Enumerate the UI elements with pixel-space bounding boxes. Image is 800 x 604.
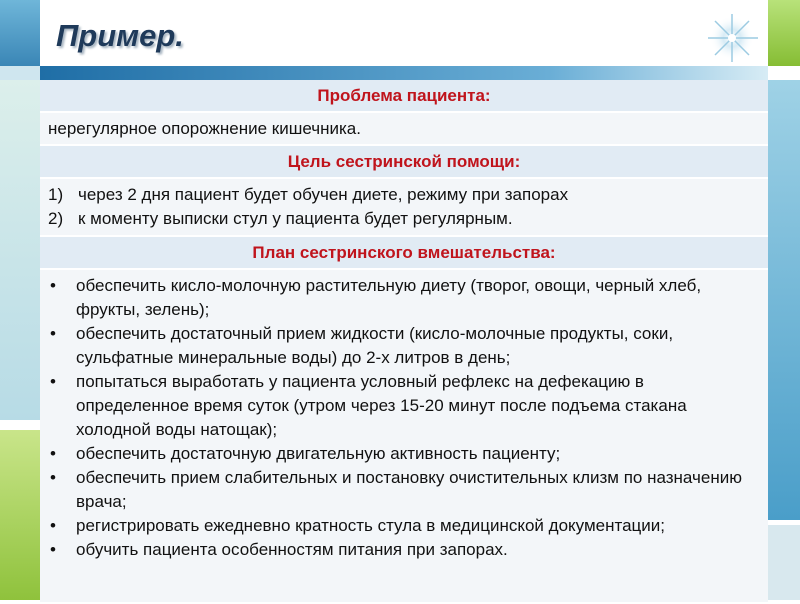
problem-header-row xyxy=(40,80,768,112)
plan-cell xyxy=(40,269,768,603)
plan-item-text: обеспечить достаточную двигательную активность пациенту; xyxy=(76,444,561,463)
goal-text: к моменту выписки стул у пациента будет регулярным. xyxy=(78,209,513,228)
left-side-panel xyxy=(0,80,40,420)
problem-row xyxy=(40,112,768,145)
list-item xyxy=(48,466,760,514)
plan-item-text: обеспечить достаточный прием жидкости (кисло-молочные продукты, соки, сульфатные минеральные воды) до 2-х литров в день; xyxy=(76,324,674,367)
side-tile xyxy=(0,66,40,80)
plan-item-text: обеспечить прием слабительных и постановку очистительных клизм по назначению врача; xyxy=(76,468,742,511)
plan-row xyxy=(40,269,768,603)
plan-header: План сестринского вмешательства: xyxy=(40,236,768,269)
care-plan-table xyxy=(40,80,768,604)
problem-header: Проблема пациента: xyxy=(40,80,768,112)
goals-list xyxy=(48,183,760,231)
plan-list xyxy=(48,274,760,562)
goal-number: 2) xyxy=(48,209,64,228)
bullet-icon: • xyxy=(50,372,56,391)
bullet-icon: • xyxy=(50,444,56,463)
slide-title: Пример. xyxy=(56,18,184,53)
goal-number: 1) xyxy=(48,185,64,204)
list-item xyxy=(48,538,760,562)
list-item xyxy=(48,274,760,322)
list-item xyxy=(48,370,760,442)
bullet-icon: • xyxy=(50,468,56,487)
right-side-panel xyxy=(768,80,800,520)
list-item xyxy=(48,442,760,466)
goal-header-row xyxy=(40,145,768,178)
bullet-icon: • xyxy=(50,324,56,343)
list-item xyxy=(48,183,760,207)
left-green-panel xyxy=(0,430,40,600)
corner-tile-top-right xyxy=(768,0,800,66)
problem-text: нерегулярное опорожнение кишечника. xyxy=(40,112,768,145)
list-item xyxy=(48,514,760,538)
plan-item-text: попытаться выработать у пациента условный рефлекс на дефекацию в определенное время суток (утром через 15-20 минут после подъема стакана холодной воды натощак); xyxy=(76,372,687,439)
goals-row xyxy=(40,178,768,236)
goal-text: через 2 дня пациент будет обучен диете, режиму при запорах xyxy=(78,185,569,204)
bullet-icon: • xyxy=(50,276,56,295)
plan-item-text: регистрировать ежедневно кратность стула в медицинской документации; xyxy=(76,516,665,535)
corner-tile-top-left xyxy=(0,0,40,66)
plan-item-text: обучить пациента особенностям питания при запорах. xyxy=(76,540,508,559)
goals-cell xyxy=(40,178,768,236)
plan-item-text: обеспечить кисло-молочную растительную диету (творог, овощи, черный хлеб, фрукты, зелень); xyxy=(76,276,702,319)
list-item xyxy=(48,207,760,231)
list-item xyxy=(48,322,760,370)
bullet-icon: • xyxy=(50,516,56,535)
sparkle-icon xyxy=(700,8,760,64)
right-bottom-tile xyxy=(768,525,800,600)
plan-header-row xyxy=(40,236,768,269)
goal-header: Цель сестринской помощи: xyxy=(40,145,768,178)
header-gradient-bar xyxy=(40,66,768,80)
bullet-icon: • xyxy=(50,540,56,559)
